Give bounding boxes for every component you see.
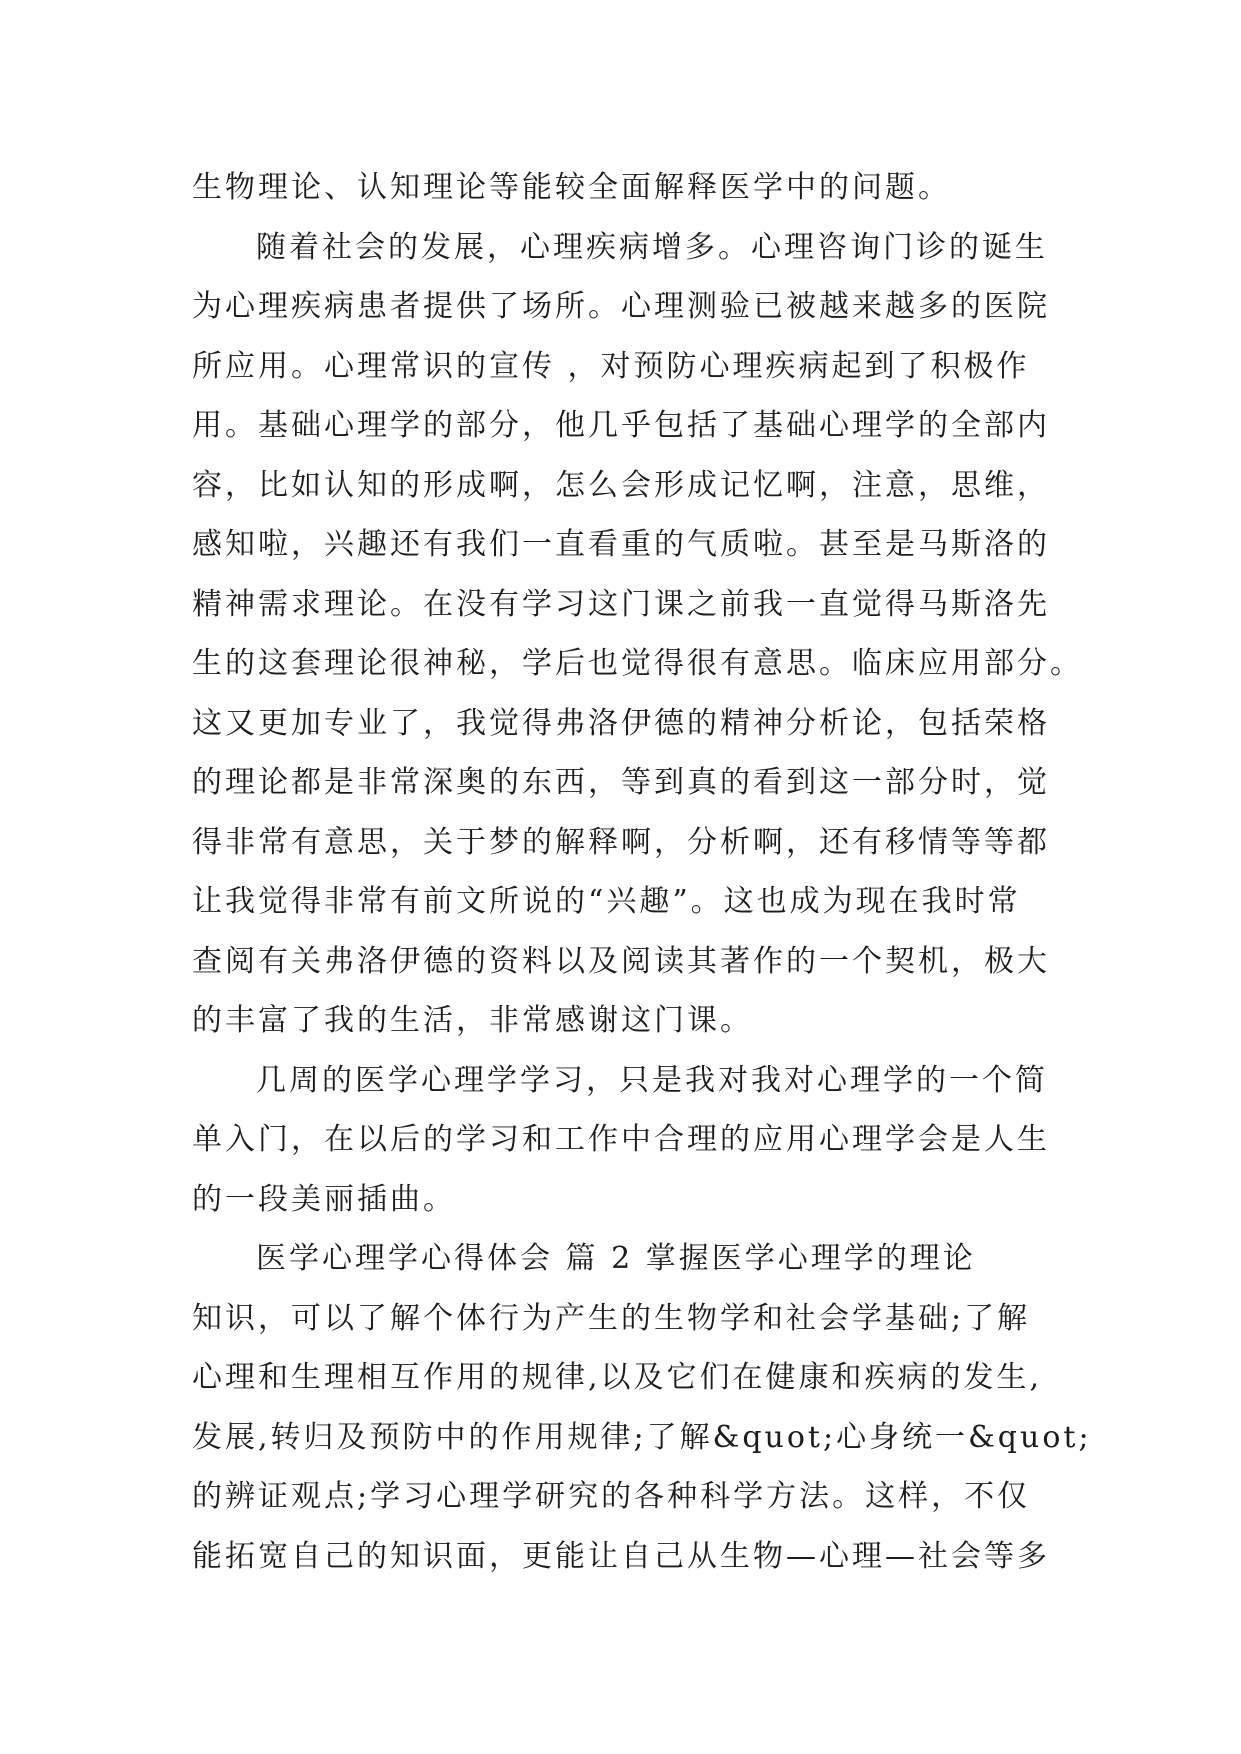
text-line: 生物理论、认知理论等能较全面解释医学中的问题。 xyxy=(192,170,951,205)
text-line: 医学心理学心得体会 篇 2 掌握医学心理学的理论 xyxy=(256,1241,976,1276)
text-line: 的辨证观点;学习心理学研究的各种科学方法。这样，不仅 xyxy=(192,1479,1031,1514)
text-line: 感知啦，兴趣还有我们一直看重的气质啦。甚至是马斯洛的 xyxy=(192,527,1050,562)
text-line: 用。基础心理学的部分，他几乎包括了基础心理学的全部内 xyxy=(192,408,1050,443)
text-line: 发展,转归及预防中的作用规律;了解&quot;心身统一&quot; xyxy=(192,1419,1092,1455)
text-line: 能拓宽自己的知识面，更能让自己从生物—心理—社会等多 xyxy=(192,1538,1050,1574)
text-line: 生的这套理论很神秘，学后也觉得很有意思。临床应用部分。 xyxy=(192,646,1083,681)
text-line: 单入门，在以后的学习和工作中合理的应用心理学会是人生 xyxy=(192,1122,1050,1157)
text-line: 知识，可以了解个体行为产生的生物学和社会学基础;了解 xyxy=(192,1300,1031,1336)
text-line: 的丰富了我的生活，非常感谢这门课。 xyxy=(192,1003,753,1038)
document-body xyxy=(192,158,1092,1586)
text-line: 几周的医学心理学学习，只是我对我对心理学的一个简 xyxy=(256,1062,1048,1098)
text-line: 让我觉得非常有前文所说的“兴趣”。这也成为现在我时常 xyxy=(192,884,1021,919)
text-line: 容，比如认知的形成啊，怎么会形成记忆啊，注意，思维， xyxy=(192,467,1050,503)
text-line: 这又更加专业了，我觉得弗洛伊德的精神分析论，包括荣格 xyxy=(192,705,1050,741)
text-line: 所应用。心理常识的宣传 ，对预防心理疾病起到了积极作 xyxy=(192,348,1030,384)
text-line: 随着社会的发展，心理疾病增多。心理咨询门诊的诞生 xyxy=(256,229,1048,265)
text-line: 查阅有关弗洛伊德的资料以及阅读其著作的一个契机，极大 xyxy=(192,943,1050,979)
text-line: 的一段美丽插曲。 xyxy=(192,1181,456,1217)
text-line: 精神需求理论。在没有学习这门课之前我一直觉得马斯洛先 xyxy=(192,586,1050,622)
text-line: 心理和生理相互作用的规律,以及它们在健康和疾病的发生, xyxy=(192,1360,1043,1395)
text-line: 为心理疾病患者提供了场所。心理测验已被越来越多的医院 xyxy=(192,289,1050,324)
text-line: 得非常有意思，关于梦的解释啊，分析啊，还有移情等等都 xyxy=(192,824,1050,860)
text-line: 的理论都是非常深奥的东西，等到真的看到这一部分时，觉 xyxy=(192,765,1050,800)
